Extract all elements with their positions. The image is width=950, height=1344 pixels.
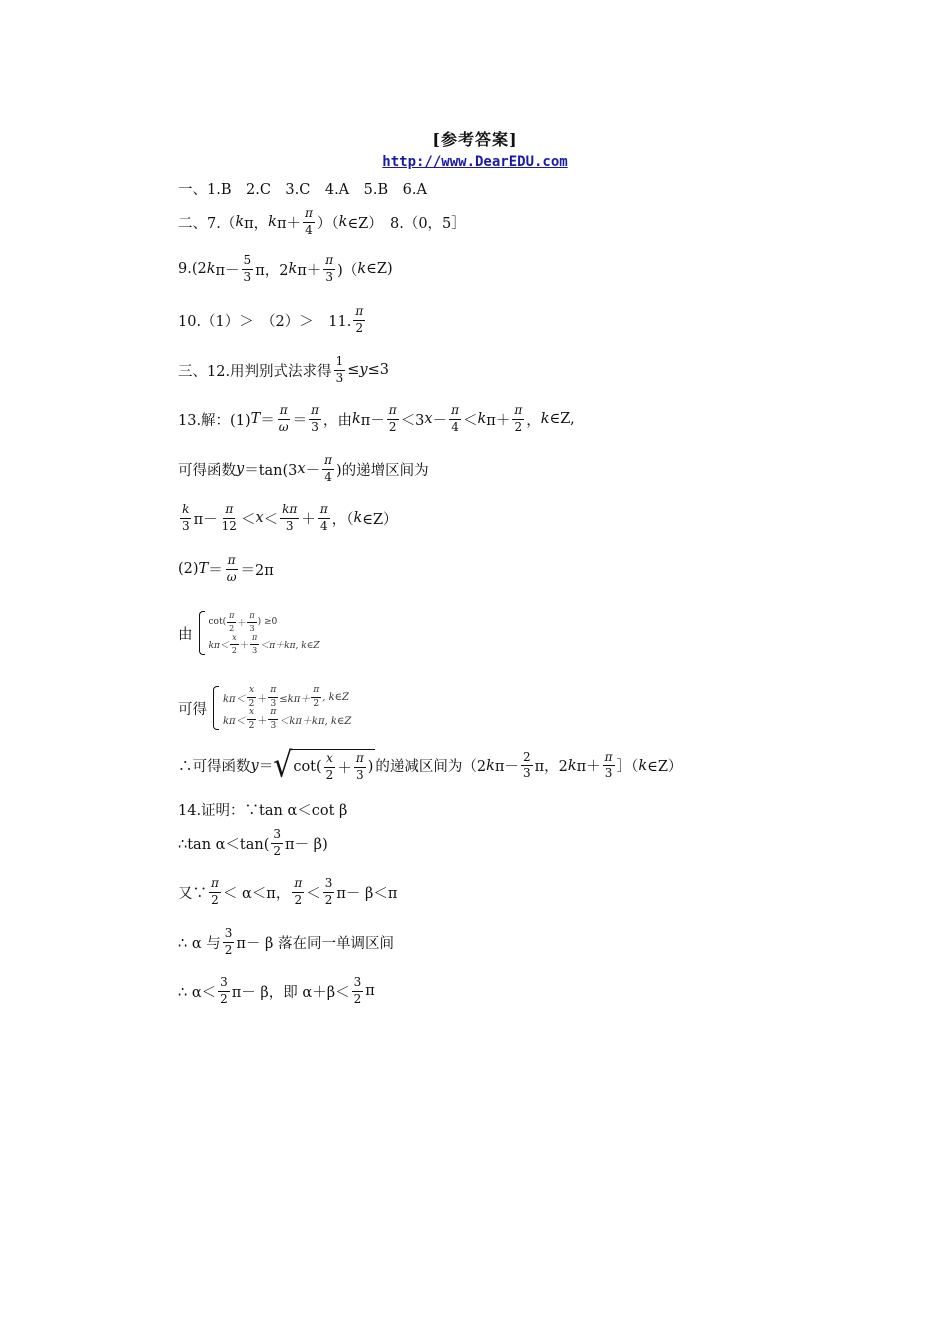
system-line: [223, 686, 351, 708]
answer-line-q14-1: [178, 799, 347, 820]
numerator: π: [354, 752, 366, 768]
text: π－ β，即 α＋β＜: [231, 984, 350, 1001]
numerator: 5: [242, 254, 254, 270]
system-line: [209, 633, 320, 655]
fraction: [353, 305, 365, 336]
denominator: 3: [249, 623, 255, 633]
fraction: [521, 751, 533, 782]
var-x: x: [255, 510, 264, 527]
fraction: [322, 454, 334, 485]
numerator: π: [268, 685, 278, 697]
answer-line-q13-system2: [178, 686, 351, 730]
denominator: 2: [211, 892, 219, 907]
answer-line-q13-system1: [178, 611, 320, 655]
text: ∴ α 与: [178, 935, 221, 952]
text: －: [305, 462, 321, 479]
text: 可得: [178, 701, 207, 718]
text: π＋: [297, 262, 322, 279]
text: ∈Z）: [647, 759, 683, 776]
text: )（: [337, 262, 358, 279]
denominator: 2: [273, 843, 282, 858]
answer-line-q13-2: [178, 454, 429, 485]
numerator: π: [227, 611, 236, 622]
denominator: 4: [324, 469, 332, 484]
fraction: [449, 404, 461, 435]
denominator: 2: [248, 720, 255, 731]
numerator: π: [512, 404, 524, 420]
var-k: k: [268, 214, 277, 231]
answer-text: 一、1.B 2.C 3.C 4.A 5.B 6.A: [178, 182, 427, 198]
fraction: [220, 503, 239, 534]
fraction: [323, 877, 335, 908]
text: ＜: [263, 511, 279, 528]
text: ＜: [240, 511, 256, 528]
text: ≤3: [367, 362, 389, 379]
var-x: x: [297, 461, 306, 478]
denominator: 2: [324, 892, 333, 907]
denominator: 3: [325, 269, 334, 284]
denominator: 4: [319, 518, 328, 533]
brace: [213, 686, 219, 730]
answer-line-q13-3: [178, 503, 398, 534]
fraction: [387, 404, 399, 435]
fraction: [218, 976, 230, 1007]
denominator: 2: [514, 419, 523, 434]
page-title: [参考答案]: [432, 130, 518, 149]
text: kπ＜: [208, 640, 229, 651]
text: )的递增区间为: [335, 462, 429, 479]
fraction: [280, 503, 299, 534]
answer-line-q10-q11: [178, 305, 367, 336]
denominator: 3: [252, 645, 258, 655]
numerator: 1: [334, 355, 346, 371]
numerator: x: [247, 707, 256, 719]
fraction: [268, 685, 278, 709]
numerator: 2: [521, 751, 533, 767]
answer-line-q9: [178, 254, 393, 285]
fraction: [268, 707, 278, 731]
text: ，: [526, 412, 541, 429]
numerator: π: [318, 503, 330, 519]
answer-line-q13-part2: [178, 554, 274, 585]
text: 10.（1）＞ （2）＞ 11.: [178, 313, 352, 330]
numerator: π: [209, 877, 221, 893]
numerator: π: [303, 207, 315, 223]
text: 由: [178, 626, 193, 643]
text: ＜: [463, 412, 478, 429]
fraction: [209, 877, 221, 908]
text: π: [365, 983, 375, 1000]
fraction: [311, 685, 321, 709]
var-k: k: [206, 261, 216, 278]
var-k: k: [338, 214, 348, 231]
denominator: 3: [522, 766, 531, 781]
text: ∈Z): [366, 261, 393, 278]
numerator: π: [226, 554, 238, 570]
numerator: 3: [218, 976, 230, 992]
denominator: 3: [604, 766, 613, 781]
denominator: 3: [355, 767, 364, 782]
text: 的递减区间为（2: [375, 759, 487, 776]
fraction: [324, 752, 336, 783]
text: π，: [244, 215, 269, 232]
denominator: 3: [335, 370, 344, 385]
denominator: 12: [221, 518, 237, 533]
fraction: [223, 927, 235, 958]
numerator: π: [292, 877, 304, 893]
var-T: T: [198, 561, 209, 578]
text: ＜3: [400, 412, 425, 429]
text: ∈Z） 8.（0，5］: [347, 215, 466, 232]
var-k: k: [351, 411, 361, 428]
system-line: [223, 708, 351, 730]
fraction: [250, 633, 259, 654]
text: π－ β 落在同一单调区间: [236, 935, 395, 952]
text: (2): [178, 561, 199, 578]
answer-line-q12: [178, 355, 389, 386]
denominator: 3: [243, 269, 252, 284]
text: 三、12.用判别式法求得: [178, 363, 332, 380]
text: , k∈Z: [322, 691, 350, 703]
text: π－: [193, 511, 218, 528]
numerator: π: [278, 404, 290, 420]
numerator: 3: [323, 877, 335, 893]
denominator: ω: [226, 569, 237, 584]
radical-sign-icon: √: [273, 745, 293, 786]
text: ，（: [331, 511, 354, 528]
var-y: y: [359, 362, 368, 379]
denominator: 3: [182, 518, 190, 533]
numerator: x: [324, 752, 335, 768]
text: π＋: [276, 215, 301, 232]
text: ＝: [258, 759, 274, 776]
var-k: k: [357, 261, 367, 278]
inequality-system: [199, 611, 320, 655]
fraction: [323, 254, 335, 285]
denominator: 2: [224, 942, 233, 957]
fraction: [180, 503, 192, 534]
text: kπ＜: [223, 715, 246, 727]
denominator: 3: [270, 698, 277, 709]
text: π，2: [534, 759, 568, 776]
text: π－ β): [285, 836, 328, 853]
fraction: [512, 404, 524, 435]
answer-line-q14-2: [178, 828, 328, 859]
fraction: [230, 633, 239, 654]
text: 9.(2: [178, 261, 207, 278]
numerator: x: [247, 685, 256, 697]
text: 又∵: [178, 885, 207, 902]
system-line: [209, 611, 320, 633]
denominator: 4: [305, 222, 313, 237]
denominator: 2: [355, 320, 364, 335]
denominator: 2: [220, 991, 228, 1006]
var-k: k: [567, 757, 577, 774]
text: π－: [215, 262, 240, 279]
text: ＜π＋kπ, k∈Z: [260, 640, 320, 651]
answer-line-q7: [178, 207, 466, 238]
denominator: 2: [325, 767, 334, 782]
text: ）（: [316, 215, 339, 232]
text: ＜: [306, 885, 321, 902]
answer-line-q14-3: [178, 877, 397, 908]
text: ，由: [322, 412, 352, 429]
numerator: π: [449, 404, 461, 420]
numerator: 3: [271, 828, 283, 844]
fraction: [309, 404, 321, 435]
text: π，2: [255, 262, 289, 279]
text: ∴tan α＜tan(: [178, 836, 270, 853]
numerator: π: [353, 305, 365, 321]
text: ＋: [257, 715, 268, 727]
denominator: 3: [285, 518, 294, 533]
answer-line-q14-5: [178, 976, 375, 1007]
radicand: [291, 749, 375, 783]
text: ＝: [208, 562, 223, 579]
text: cot(: [208, 617, 227, 627]
denominator: 2: [248, 698, 255, 709]
denominator: 4: [451, 419, 459, 434]
numerator: π: [309, 404, 321, 420]
denominator: ω: [278, 419, 289, 434]
fraction: [303, 207, 315, 238]
text: 13.解：(1): [178, 412, 251, 429]
denominator: 2: [229, 623, 235, 633]
fraction: [247, 707, 257, 731]
inequality-system: [213, 686, 351, 730]
fraction: [352, 976, 364, 1007]
numerator: π: [247, 611, 256, 622]
text: 14.证明：∵tan α＜cot β: [178, 803, 348, 819]
text: kπ＜: [223, 693, 246, 705]
fraction: [271, 828, 283, 859]
denominator: 3: [270, 720, 277, 731]
fraction: [247, 611, 256, 632]
text: ＝: [292, 412, 308, 429]
site-link[interactable]: http://www.DearEDU.com: [382, 154, 568, 170]
system-lines: [209, 611, 320, 655]
text: cot(: [293, 759, 322, 776]
text: ＝2π: [240, 562, 274, 579]
text: ＋: [237, 618, 247, 629]
numerator: π: [387, 404, 399, 420]
numerator: π: [323, 254, 335, 270]
numerator: 3: [223, 927, 235, 943]
var-k: k: [477, 411, 487, 428]
text: ＋: [337, 760, 352, 777]
answer-line-q13-result: [178, 745, 683, 786]
text: ＝: [260, 412, 275, 429]
text: ＜ α＜π，: [222, 885, 291, 902]
fraction: [318, 503, 330, 534]
text: ＋: [301, 511, 316, 528]
text: ) ≥0: [257, 617, 278, 627]
denominator: 2: [294, 892, 303, 907]
text: －: [432, 412, 448, 429]
denominator: 3: [311, 419, 319, 434]
numerator: π: [322, 454, 334, 470]
answer-line-q14-4: [178, 927, 394, 958]
text: ≤kπ＋: [279, 693, 311, 705]
brace: [199, 611, 205, 655]
denominator: 2: [231, 645, 237, 655]
var-k: k: [353, 510, 363, 527]
var-k: k: [288, 261, 298, 278]
text: ): [367, 759, 374, 776]
fraction: [227, 611, 236, 632]
var-k: k: [486, 757, 495, 774]
fraction: [354, 752, 366, 783]
denominator: 2: [388, 419, 397, 434]
var-y: y: [250, 757, 259, 774]
fraction: [334, 355, 346, 386]
var-y: y: [236, 461, 245, 478]
fraction: [225, 554, 239, 585]
text: π－ β＜π: [336, 885, 398, 902]
fraction: [247, 685, 257, 709]
text: π－: [494, 759, 519, 776]
text: ＋: [239, 640, 249, 651]
square-root: [273, 745, 375, 786]
fraction: [277, 404, 291, 435]
numerator: π: [603, 751, 615, 767]
text: π＋: [486, 412, 511, 429]
numerator: π: [311, 685, 321, 697]
numerator: π: [250, 633, 259, 644]
text: π＋: [576, 759, 601, 776]
fraction: [292, 877, 304, 908]
fraction: [603, 751, 615, 782]
denominator: 2: [313, 698, 320, 709]
text: ＝tan(3: [244, 462, 298, 479]
text: ∴可得函数: [178, 759, 251, 776]
numerator: k: [180, 503, 191, 519]
var-k: k: [540, 411, 550, 428]
numerator: x: [230, 633, 239, 644]
numerator: π: [268, 707, 278, 719]
text: 二、7.（: [178, 215, 236, 232]
var-x: x: [424, 411, 433, 428]
text: ∴ α＜: [178, 984, 217, 1001]
numerator: π: [223, 503, 235, 519]
text: ∈Z）: [362, 511, 398, 528]
text: ＜kπ＋kπ, k∈Z: [279, 715, 352, 727]
text: ］（: [616, 759, 639, 776]
fraction: [242, 254, 254, 285]
numerator: kπ: [280, 503, 299, 519]
var-T: T: [250, 411, 261, 428]
text: 可得函数: [178, 462, 236, 479]
answer-line-q13-1: [178, 404, 575, 435]
text: ≤: [347, 362, 360, 379]
var-k: k: [638, 757, 648, 774]
system-lines: [223, 686, 351, 730]
denominator: 2: [353, 991, 362, 1006]
text: π－: [360, 412, 385, 429]
answer-line-part1: [178, 178, 427, 199]
var-k: k: [235, 214, 245, 231]
text: ＋: [257, 693, 268, 705]
numerator: 3: [352, 976, 364, 992]
text: ∈Z,: [549, 411, 575, 428]
